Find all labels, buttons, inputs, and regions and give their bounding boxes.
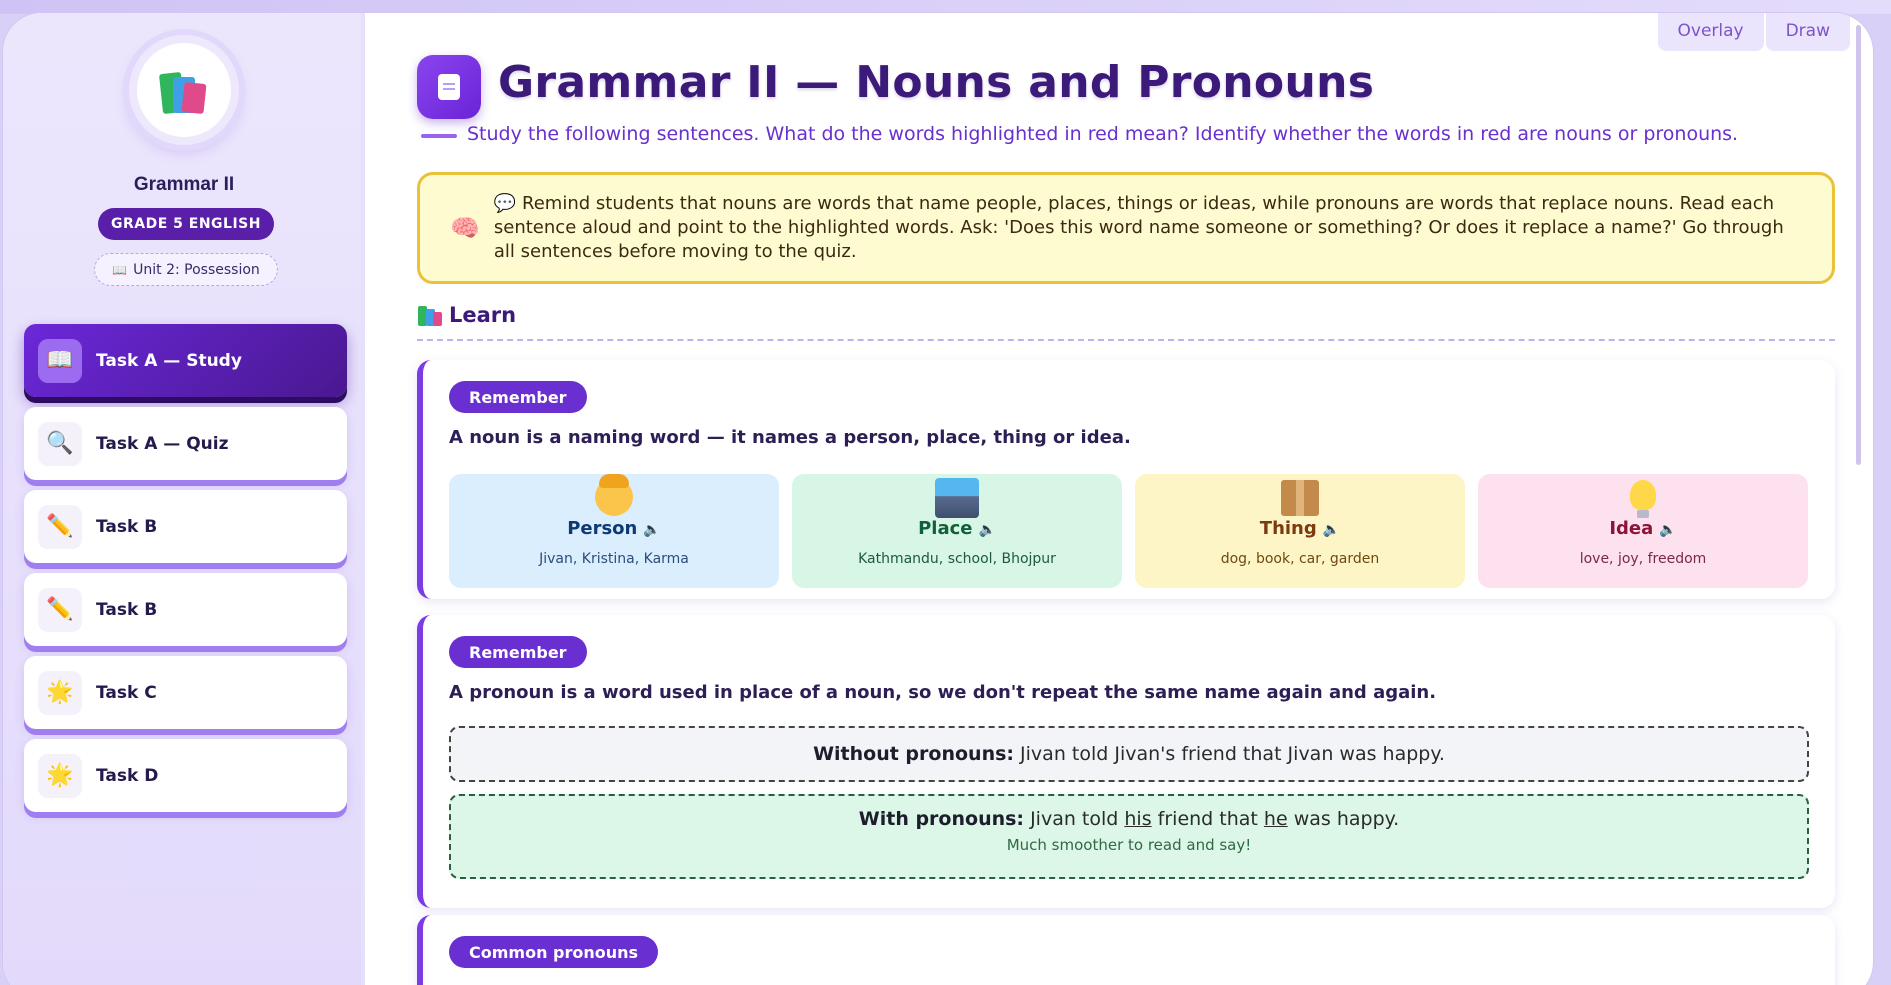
speaker-icon[interactable]: 🔈 [1659,522,1677,538]
pencil-icon: ✏️ [38,588,82,632]
pronoun-his: his [1124,808,1152,830]
example-with-pronouns: With pronouns: Jivan told his friend that he was happy. Much smoother to read and say! [449,794,1809,879]
teacher-note [417,172,1835,284]
unit-badge [94,253,278,286]
category-label: Thing [1259,518,1317,539]
grade-badge: GRADE 5 ENGLISH [98,208,274,240]
example-without-pronouns [449,726,1809,782]
star-icon: 🌟 [38,754,82,798]
nav-item-label: Task D [96,765,159,786]
page-subtitle: Study the following sentences. What do the words highlighted in red mean? Identify whether the words in red are nouns or pronouns. [467,123,1739,145]
pencil-icon: ✏️ [38,505,82,549]
example-note: Much smoother to read and say! [1006,836,1252,854]
brain-icon: 🧠 [450,214,480,242]
category-examples: love, joy, freedom [1579,551,1707,567]
main-content [369,13,1873,985]
books-icon [417,304,443,326]
nav-item-task-c[interactable] [24,656,347,729]
nav-item-task-d[interactable] [24,739,347,812]
overlay-button[interactable]: Overlay [1658,13,1764,51]
books-icon [159,67,209,113]
category-label: Idea [1609,518,1654,539]
category-tile-idea[interactable] [1478,474,1808,588]
task-nav [24,324,347,822]
document-icon [417,55,481,119]
category-examples: Jivan, Kristina, Karma [539,551,689,567]
lightbulb-icon [1630,480,1656,510]
common-pronouns-card [417,915,1835,985]
speaker-icon[interactable]: 🔈 [978,522,996,538]
noun-card [417,360,1835,599]
nav-item-task-a-study[interactable] [24,324,347,397]
nav-item-label: Task C [96,682,157,703]
nav-item-label: Task A — Study [96,350,242,371]
section-title: Learn [449,303,517,327]
example-label: Without pronouns: [813,743,1014,765]
draw-button[interactable]: Draw [1766,13,1850,51]
noun-categories [449,474,1808,588]
nav-item-task-b-2[interactable] [24,573,347,646]
subtitle-accent [421,134,457,138]
pronoun-definition: A pronoun is a word used in place of a noun, so we don't repeat the same name again and again. [449,682,1437,703]
category-examples: Kathmandu, school, Bhojpur [858,551,1056,567]
nav-item-label: Task B [96,516,158,537]
nav-item-task-b[interactable] [24,490,347,563]
category-tile-thing[interactable] [1135,474,1465,588]
speaker-icon[interactable]: 🔈 [1322,522,1341,538]
category-label: Person [567,518,638,539]
category-tile-person[interactable] [449,474,779,588]
app-frame [2,12,1874,985]
unit-label: Unit 2: Possession [133,261,260,278]
open-book-icon: 📖 [38,339,82,383]
common-pronouns-tag: Common pronouns [449,936,658,968]
box-icon [1281,480,1319,516]
speaker-icon[interactable]: 🔈 [643,522,661,538]
teacher-note-text: 💬 Remind students that nouns are words that name people, places, things or ideas, while pronouns are words that replace nouns. Read each sentence aloud and point to the highlighted words. Ask: 'Does this word name someone or something? Or does it replace a name?' Go through all sentences before moving to the quiz. [493,193,1784,262]
remember-tag: Remember [449,636,587,668]
section-heading [417,303,516,327]
landscape-icon [935,478,979,518]
pronoun-card [417,615,1835,908]
person-icon [595,478,633,516]
example-sentence: Jivan told Jivan's friend that Jivan was happy. [1020,743,1445,765]
course-title: Grammar II [133,174,235,195]
pronoun-he: he [1263,808,1288,830]
category-examples: dog, book, car, garden [1220,551,1380,567]
category-label: Place [918,518,973,539]
section-divider [417,339,1835,341]
category-tile-place[interactable] [792,474,1122,588]
nav-item-label: Task B [96,599,158,620]
overlay-toolbar [1658,13,1851,51]
page-title: Grammar II — Nouns and Pronouns [498,57,1375,108]
logo [129,35,239,145]
sidebar [3,13,365,985]
nav-item-label: Task A — Quiz [96,433,229,454]
example-label: With pronouns: [858,808,1025,830]
noun-definition: A noun is a naming word — it names a person, place, thing or idea. [449,427,1131,448]
star-icon: 🌟 [38,671,82,715]
magnifier-icon: 🔍 [38,422,82,466]
nav-item-task-a-quiz[interactable] [24,407,347,480]
remember-tag: Remember [449,381,587,413]
open-book-icon: 📖 [112,262,128,277]
